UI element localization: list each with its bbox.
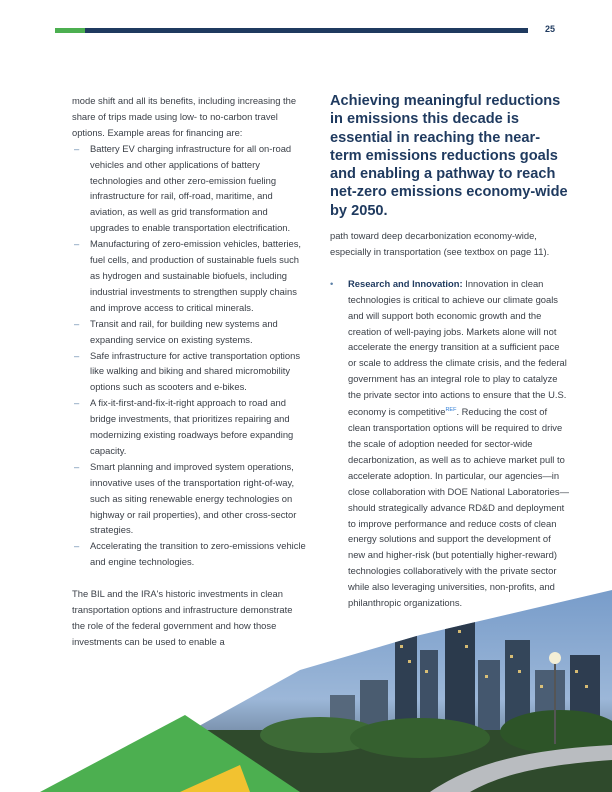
city-skyline-photo (0, 560, 612, 792)
right-continuation: path toward deep decarbonization economy-wide, especially in transportation (see textbox on page 11). (330, 230, 550, 257)
dash-icon: – (74, 238, 80, 250)
list-item: – Transit and rail, for building new systems and expanding service on existing systems. (74, 317, 278, 345)
right-column (330, 228, 570, 611)
left-intro: mode shift and all its benefits, including increasing the share of trips made using low- to no-carbon travel options. Example areas for financing are: (72, 95, 297, 138)
bullet-text-continued: . Reducing the cost of clean transportation options will be required to drive the scale of adoption needed for sector-wide decarbonization, as well as to achieve market pull to accelerate adoption. In particular, our agencies—in close collaboration with DOE National Laboratories—should strategically advance RD&D and deployment to improve performance and reduce costs of clean energy solutions and support the development of new and higher-risk (but potentially higher-reward) technologies collaboratively with the private sector while also leveraging universities, non-profits, and philanthropic organizations. (348, 406, 569, 609)
dash-icon: – (74, 460, 80, 472)
financing-list (72, 141, 307, 570)
list-item: – Battery EV charging infrastructure for all on-road vehicles and other applications of battery technologies and other zero-emission fueling infrastructure for rail, off-road, maritime, and aviation, as well as grid transformation and upgrades to enable transportation electrification. (74, 142, 292, 234)
dash-icon: – (74, 540, 80, 552)
header-rule (85, 28, 528, 33)
header-accent-green (55, 28, 85, 33)
ref-link[interactable]: REF (445, 407, 457, 414)
dash-icon: – (74, 317, 80, 329)
page-number: 25 (545, 24, 556, 34)
list-item: – Manufacturing of zero-emission vehicles, batteries, fuel cells, and production of sustainable fuels such as hydrogen and sustainable biofuels, including industrial investments to strengthen supply chains and improve access to critical minerals. (74, 238, 302, 313)
dash-icon: – (74, 349, 80, 361)
list-item: – Smart planning and improved system operations, innovative uses of the transportation right-of-way, such as siting renewable energy technologies on highway or rail properties), and other cross-sector strategies. (74, 460, 297, 536)
bullet-text: Innovation in clean technologies is critical to achieve our climate goals and will support both economic growth and the creation of well-paying jobs. Markets alone will not accelerate the energy transition at a sufficient pace or scale to address the climate crisis, and the federal government has an integral role to play to catalyze the private sector into actions to ensure that the U.S. economy is competitive (348, 277, 567, 418)
list-item: – A fix-it-first-and-fix-it-right approach to road and bridge investments, that prioritizes repairing and modernizing existing roadways before expanding capacity. (74, 397, 294, 456)
bullet-icon: • (330, 277, 334, 289)
pull-quote: Achieving meaningful reductions in emissions this decade is essential in reaching the near-term emissions reductions goals and enabling a pathway to reach net-zero emissions economy-wide by 2050. (330, 93, 568, 219)
list-item: – Accelerating the transition to zero-emissions vehicle and engine technologies. (74, 540, 306, 568)
dash-icon: – (74, 397, 80, 409)
left-closing-paragraph: The BIL and the IRA's historic investments in clean transportation options and infrastructure demonstrate the role of the federal government and how those investments can be used to enable a (72, 588, 293, 647)
bullet-heading: Research and Innovation: (348, 277, 463, 289)
list-item: – Safe infrastructure for active transportation options like walking and biking and shared micromobility options such as scooters and e-bikes. (74, 349, 301, 393)
dash-icon: – (74, 142, 80, 154)
